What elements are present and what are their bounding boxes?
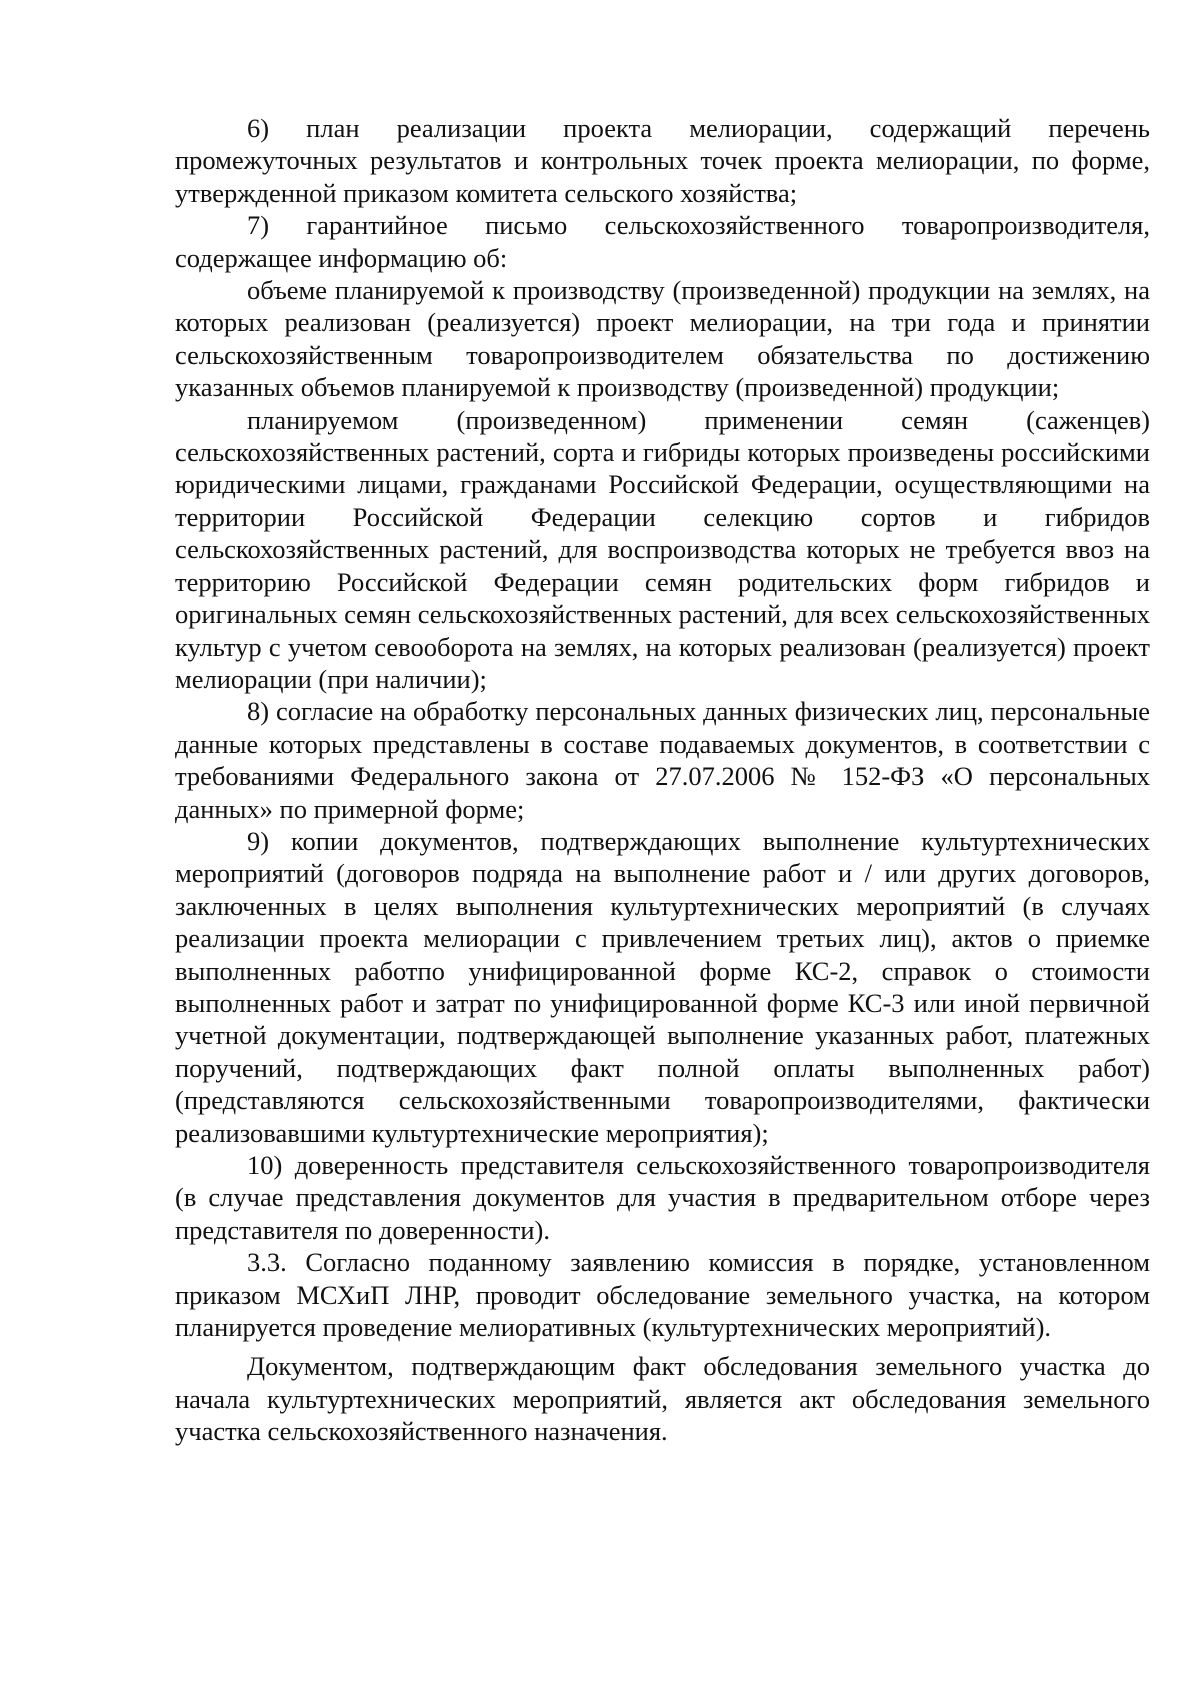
paragraph-item-10-power-of-attorney: 10) доверенность представителя сельскохозяйственного товаропроизводителя (в случае представления документов для участия в предварительном отборе через представителя по доверенности). xyxy=(175,1150,1150,1245)
paragraph-production-volume: объеме планируемой к производству (произведенной) продукции на землях, на которых реализован (реализуется) проект мелиорации, на три года и принятии сельскохозяйственным товаропроизводителем обязательства по достижению указанных объемов планируемой к производству (произведенной) продукции; xyxy=(175,275,1150,403)
paragraph-item-7-guarantee-letter: 7) гарантийное письмо сельскохозяйственного товаропроизводителя, содержащее информацию об: xyxy=(175,210,1150,273)
paragraph-inspection-act: Документом, подтверждающим факт обследования земельного участка до начала культуртехнических мероприятий, является акт обследования земельного участка сельскохозяйственного назначения. xyxy=(175,1351,1150,1447)
paragraph-seeds-usage: планируемом (произведенном) применении семян (саженцев) сельскохозяйственных растений, сорта и гибриды которых произведены российскими юридическими лицами, гражданами Российской Федерации, осуществляющими на территории Российской Федерации селекцию сортов и гибридов сельскохозяйственных растений, для воспроизводства которых не требуется ввоз на территорию Российской Федерации семян родительских форм гибридов и оригинальных семян сельскохозяйственных растений, для всех сельскохозяйственных культур с учетом севооборота на землях, на которых реализован (реализуется) проект мелиорации (при наличии); xyxy=(175,404,1150,694)
paragraph-item-8-personal-data-consent: 8) согласие на обработку персональных данных физических лиц, персональные данные которых представлены в составе подаваемых документов, в соответствии с требованиями Федерального закона от 27.07.2006 № 152-ФЗ «О персональных данных» по примерной форме; xyxy=(175,696,1150,824)
paragraph-item-6-melioration-plan: 6) план реализации проекта мелиорации, содержащий перечень промежуточных результатов и контрольных точек проекта мелиорации, по форме, утвержденной приказом комитета сельского хозяйства; xyxy=(175,113,1150,208)
paragraph-item-9-document-copies: 9) копии документов, подтверждающих выполнение культуртехнических мероприятий (договоров подряда на выполнение работ и / или других договоров, заключенных в целях выполнения культуртехнических мероприятий (в случаях реализации проекта мелиорации с привлечением третьих лиц), актов о приемке выполненных работпо унифицированной форме КС-2, справок о стоимости выполненных работ и затрат по унифицированной форме КС-3 или иной первичной учетной документации, подтверждающей выполнение указанных работ, платежных поручений, подтверждающих факт полной оплаты выполненных работ) (представляются сельскохозяйственными товаропроизводителями, фактически реализовавшими культуртехнические мероприятия); xyxy=(175,825,1150,1148)
document-body xyxy=(175,112,1150,1448)
paragraph-section-3-3-inspection: 3.3. Согласно поданному заявлению комиссия в порядке, установленном приказом МСХиП ЛНР, проводит обследование земельного участка, на котором планируется проведение мелиоративных (культуртехнических мероприятий). xyxy=(175,1247,1150,1343)
